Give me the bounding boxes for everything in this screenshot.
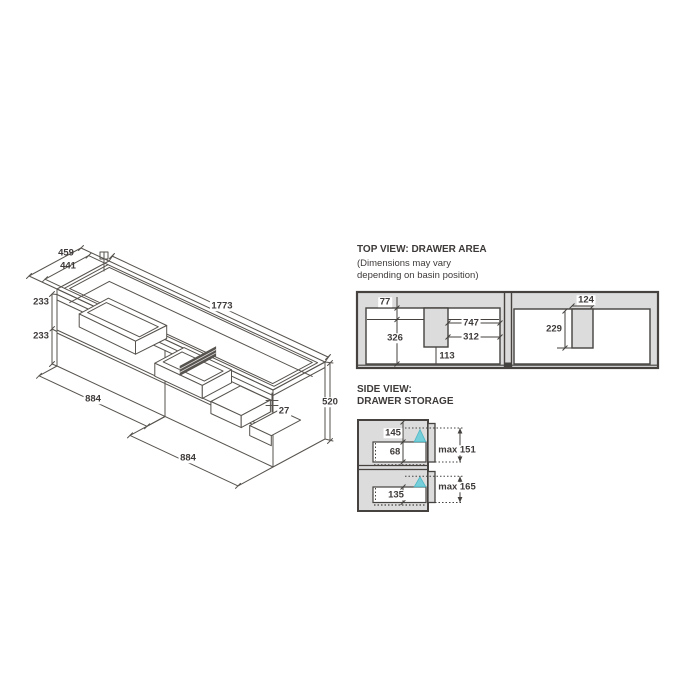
top-drawer-front: [428, 424, 435, 463]
dim-label-height: 520: [322, 396, 338, 408]
dim-label-row-top: 233: [33, 296, 49, 308]
side-view-title-2: DRAWER STORAGE: [357, 396, 454, 407]
dim-label-max-height-bottom: max 165: [438, 481, 476, 493]
top-view-note-2: depending on basin position): [357, 270, 479, 281]
right-basin-notch: [572, 309, 593, 348]
dim-label-max-height-top: max 151: [438, 444, 476, 456]
dim-label-notch-width: 113: [439, 350, 455, 362]
dim-rows-233: [50, 292, 58, 367]
dim-label-drawer-depth: 326: [387, 332, 403, 344]
top-view-note-1: (Dimensions may vary: [357, 258, 451, 269]
dim-label-top-gap: 27: [278, 405, 290, 417]
dim-label-notch-depth-right: 229: [546, 323, 562, 335]
dim-label-top-inner-height: 68: [389, 446, 401, 458]
dim-label-depth-inner: 441: [60, 260, 76, 272]
dim-label-width-right: 884: [180, 452, 196, 464]
dim-label-top-front-height: 145: [385, 427, 401, 439]
left-basin-notch: [424, 308, 448, 347]
side-view-title-1: SIDE VIEW:: [357, 384, 412, 395]
dim-label-notch-width-right: 124: [578, 294, 594, 306]
dim-label-width-left: 884: [85, 393, 101, 405]
interior-drawer-rails: [79, 298, 300, 446]
dim-label-bottom-inner-height: 135: [388, 489, 404, 501]
dim-label-back-offset: 77: [379, 296, 391, 308]
dim-label-clear-width: 747: [463, 317, 479, 329]
top-view-drawing: [357, 292, 658, 368]
dim-label-side-width: 312: [463, 331, 479, 343]
dim-label-length: 1773: [211, 300, 233, 312]
dim-label-row-bottom: 233: [33, 330, 49, 342]
side-view-drawing: [358, 420, 463, 512]
dim-label-depth-outer: 459: [58, 247, 74, 259]
top-view-title: TOP VIEW: DRAWER AREA: [357, 244, 487, 255]
